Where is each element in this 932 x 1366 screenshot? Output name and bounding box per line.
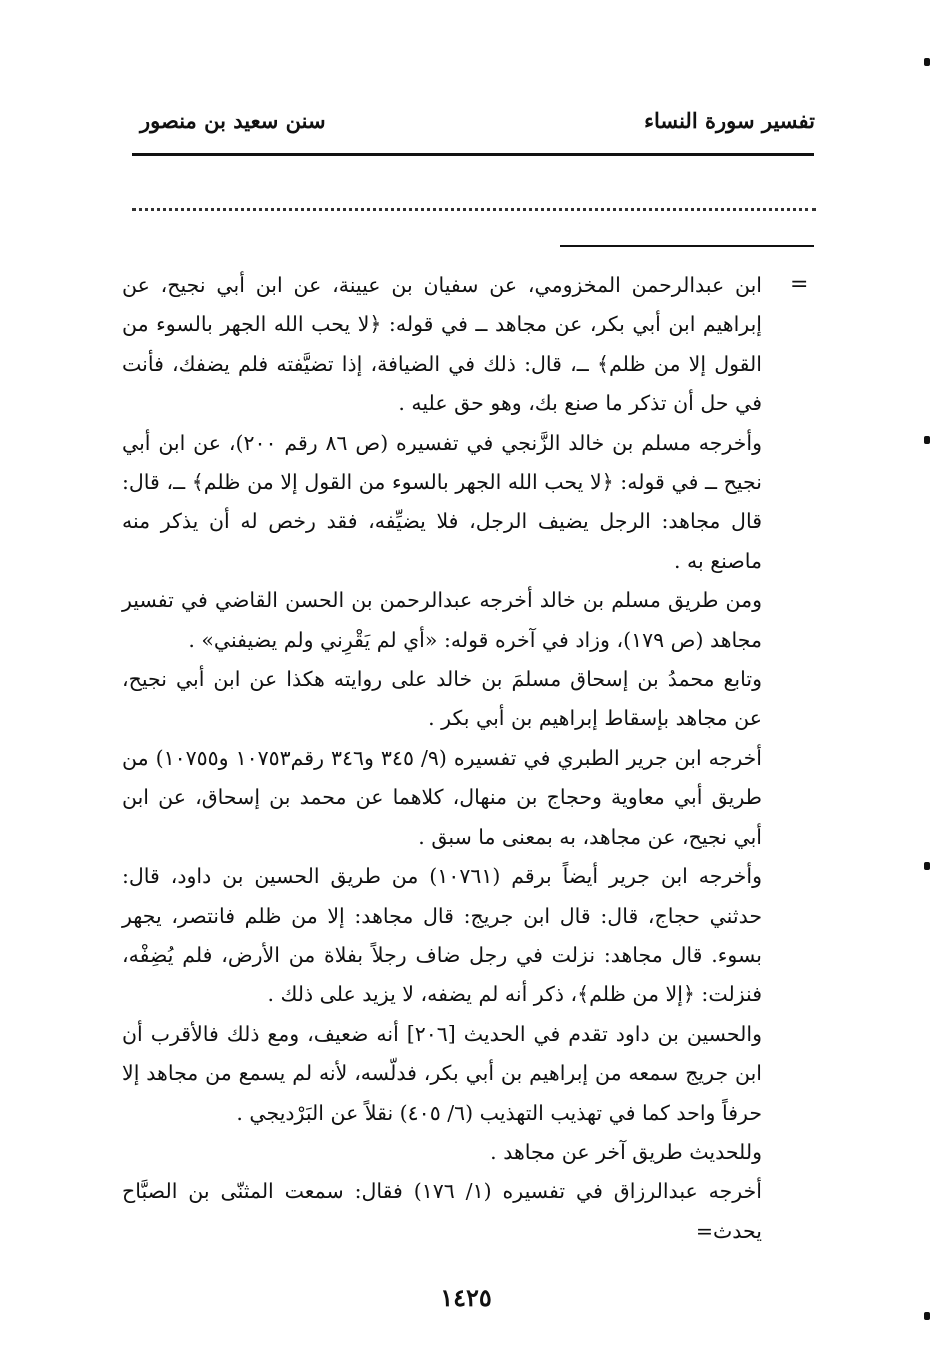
scan-speck [924, 436, 930, 444]
scan-speck [924, 1312, 930, 1320]
dotted-separator [132, 208, 816, 211]
header-rule [132, 153, 814, 156]
running-header [130, 108, 815, 144]
page-number: ١٤٢٥ [440, 1283, 492, 1312]
scan-speck [924, 58, 930, 66]
scan-speck [924, 862, 930, 870]
paragraph: والحسين بن داود تقدم في الحديث [٢٠٦] أنه ضعيف، ومع ذلك فالأقرب أن ابن جريج سمعه من إبراهيم بن أبي بكر، فدلّسه، لأنه لم يسمع من مجاهد إلا حرفاً واحد كما في تهذيب التهذيب (٦/ ٤٠٥) نقلاً عن البَرْديجي . [122, 1021, 762, 1125]
paragraph: أخرجه عبدالرزاق في تفسيره (١/ ١٧٦) فقال: سمعت المثنّى بن الصبَّاح يحدث= [122, 1179, 762, 1243]
paragraph: ابن عبدالرحمن المخزومي، عن سفيان بن عيينة، عن ابن أبي نجيح، عن إبراهيم ابن أبي بكر، عن مجاهد ــ في قوله: ﴿لا يحب الله الجهر بالسوء من القول إلا من ظلم﴾ ــ، قال: ذلك في الضيافة، إذا تضيَّفته فلم يضفك، فأنت في حل أن تذكر ما صنع بك، وهو حق عليه . [122, 273, 762, 416]
header-book-title: سنن سعيد بن منصور [140, 108, 326, 133]
footnote-rule [560, 245, 814, 247]
footnote-body [122, 266, 762, 1251]
paragraph: ومن طريق مسلم بن خالد أخرجه عبدالرحمن بن الحسن القاضي في تفسير مجاهد (ص ١٧٩)، وزاد في آخره قوله: «أي لم يَقْرِني ولم يضيفني» . [122, 588, 762, 652]
paragraph: وأخرجه ابن جرير أيضاً برقم (١٠٧٦١) من طريق الحسين بن داود، قال: حدثني حجاج، قال: قال ابن جريج: قال مجاهد: إلا من ظلم فانتصر، يجهر بسوء. قال مجاهد: نزلت في رجل ضاف رجلاً بفلاة من الأرض، فلم يُضِفْه، فنزلت: ﴿إلا من ظلم﴾، ذكر أنه لم يضفه، لا يزيد على ذلك . [122, 864, 762, 1007]
paragraph: وتابع محمدُ بن إسحاق مسلمَ بن خالد على روايته هكذا عن ابن أبي نجيح، عن مجاهد بإسقاط إبراهيم بن أبي بكر . [122, 667, 762, 731]
paragraph: وللحديث طريق آخر عن مجاهد . [490, 1139, 762, 1164]
header-surah-title: تفسير سورة النساء [644, 108, 815, 133]
paragraph: وأخرجه مسلم بن خالد الزَّنجي في تفسيره (ص ٨٦ رقم ٢٠٠)، عن ابن أبي نجيح ــ في قوله: ﴿لا يحب الله الجهر بالسوء من القول إلا من ظلم﴾ ــ، قال: قال مجاهد: الرجل يضيف الرجل، فلا يضيِّفه، فقد رخص له أن يذكر منه ماصنع به . [122, 430, 762, 573]
paragraph: أخرجه ابن جرير الطبري في تفسيره (٩/ ٣٤٥ و٣٤٦ رقم١٠٧٥٣ و١٠٧٥٥) من طريق أبي معاوية وحجاج بن منهال، كلاهما عن محمد بن إسحاق، عن ابن أبي نجيح، عن مجاهد، به بمعنى ما سبق . [122, 745, 763, 849]
continuation-mark: = [790, 272, 809, 297]
